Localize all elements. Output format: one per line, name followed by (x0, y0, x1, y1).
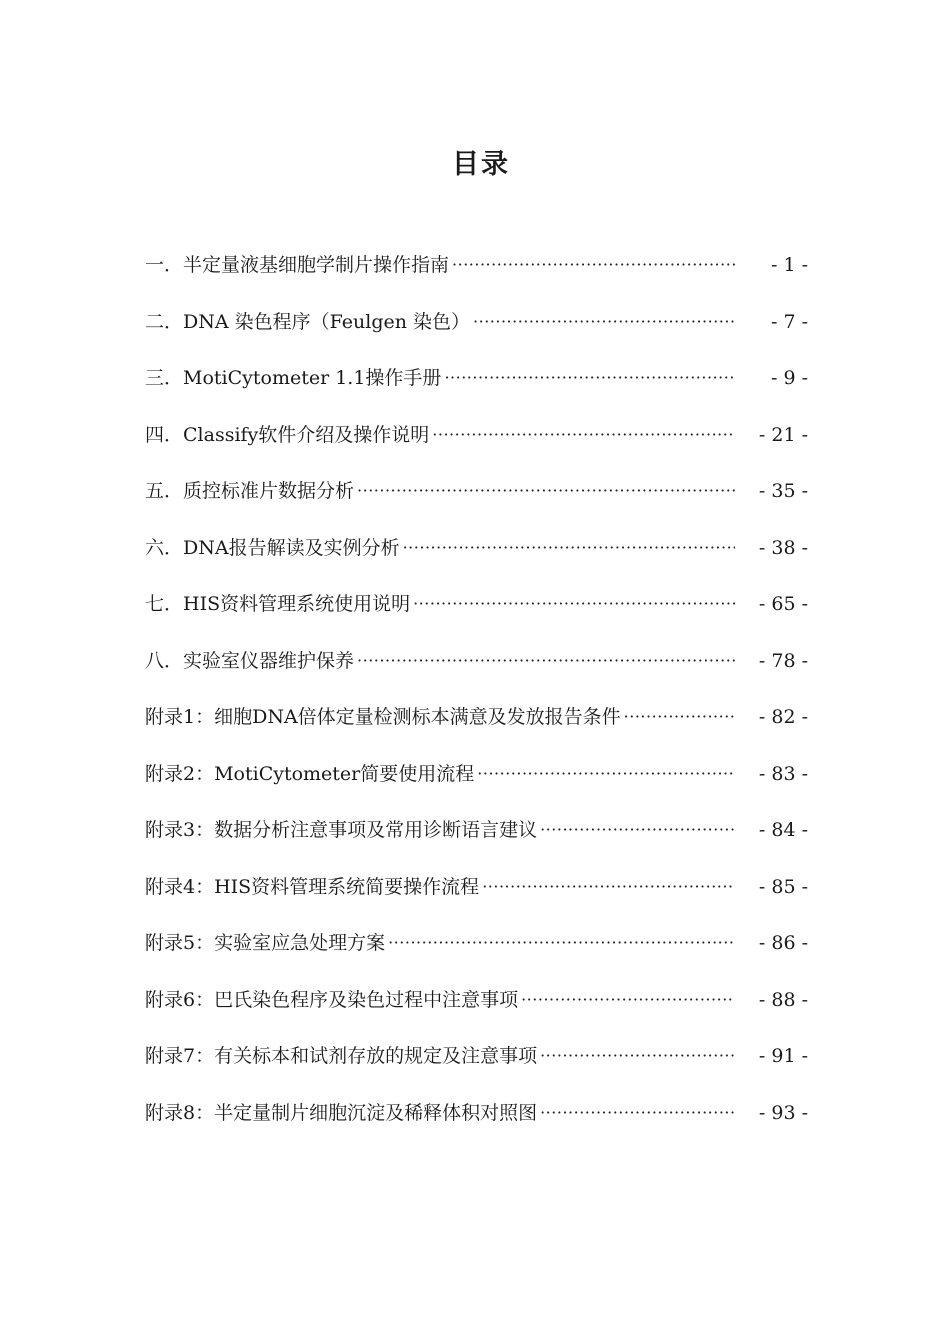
toc-entry[interactable] (145, 642, 808, 699)
toc-entry-page: - 9 - (770, 367, 808, 389)
toc-entry-title: 附录3：数据分析注意事项及常用诊断语言建议 (145, 819, 538, 841)
toc-entry-page: - 91 - (758, 1045, 808, 1067)
toc-entry-title: 附录8：半定量制片细胞沉淀及稀释体积对照图 (145, 1101, 538, 1124)
toc-dot-leader (540, 1037, 735, 1075)
toc-entry[interactable] (145, 585, 808, 642)
toc-entry-page: - 38 - (758, 536, 808, 559)
toc-entry-title: 一．半定量液基细胞学制片操作指南 (145, 254, 450, 276)
toc-dot-leader (540, 811, 735, 849)
toc-entry-title: 附录6：巴氏染色程序及染色过程中注意事项 (145, 988, 519, 1011)
toc-entry[interactable] (145, 755, 808, 812)
toc-entry-title: 附录1：细胞DNA倍体定量检测标本满意及发放报告条件 (145, 706, 621, 728)
toc-list (145, 246, 808, 1150)
toc-entry-title: 四．Classify软件介绍及操作说明 (145, 423, 430, 446)
toc-entry[interactable] (145, 981, 808, 1038)
toc-entry-page: - 65 - (758, 593, 808, 615)
toc-entry-page: - 93 - (758, 1101, 808, 1124)
toc-entry[interactable] (145, 529, 808, 586)
toc-entry-page: - 21 - (758, 423, 808, 446)
toc-entry[interactable] (145, 868, 808, 925)
toc-dot-leader (413, 585, 735, 623)
toc-entry[interactable] (145, 472, 808, 529)
toc-entry-page: - 86 - (758, 932, 808, 954)
toc-dot-leader (540, 1094, 735, 1132)
toc-entry[interactable] (145, 1094, 808, 1151)
toc-entry-page: - 83 - (758, 762, 808, 785)
toc-dot-leader (473, 303, 735, 341)
toc-dot-leader (477, 755, 735, 793)
toc-dot-leader (357, 642, 735, 680)
toc-entry-title: 二．DNA 染色程序（Feulgen 染色） (145, 310, 471, 333)
toc-dot-leader (624, 698, 735, 736)
toc-entry-title: 附录5：实验室应急处理方案 (145, 932, 386, 954)
toc-entry[interactable] (145, 416, 808, 473)
toc-entry-title: 附录7：有关标本和试剂存放的规定及注意事项 (145, 1045, 538, 1067)
toc-entry-page: - 85 - (758, 875, 808, 898)
toc-entry[interactable] (145, 359, 808, 416)
toc-dot-leader (432, 416, 735, 454)
toc-entry[interactable] (145, 303, 808, 360)
toc-entry-page: - 88 - (758, 988, 808, 1011)
toc-entry-title: 附录4：HIS资料管理系统简要操作流程 (145, 875, 480, 898)
toc-entry-page: - 1 - (770, 254, 808, 276)
toc-entry-page: - 84 - (758, 819, 808, 841)
toc-dot-leader (482, 868, 735, 906)
toc-entry-page: - 82 - (758, 706, 808, 728)
toc-entry-title: 八．实验室仪器维护保养 (145, 649, 355, 672)
toc-entry-page: - 7 - (770, 310, 808, 333)
toc-entry-title: 七．HIS资料管理系统使用说明 (145, 593, 411, 615)
toc-heading: 目录 (452, 149, 510, 180)
toc-entry-page: - 78 - (758, 649, 808, 672)
toc-entry[interactable] (145, 1037, 808, 1094)
toc-entry-title: 三．MotiCytometer 1.1操作手册 (145, 367, 442, 389)
toc-dot-leader (357, 472, 735, 510)
toc-entry-page: - 35 - (758, 480, 808, 502)
toc-dot-leader (444, 359, 735, 397)
toc-entry-title: 附录2：MotiCytometer简要使用流程 (145, 762, 475, 785)
toc-entry[interactable] (145, 698, 808, 755)
toc-dot-leader (388, 924, 735, 962)
toc-entry-title: 五．质控标准片数据分析 (145, 480, 355, 502)
toc-entry[interactable] (145, 811, 808, 868)
toc-dot-leader (403, 529, 735, 567)
toc-entry[interactable] (145, 924, 808, 981)
toc-entry-title: 六．DNA报告解读及实例分析 (145, 536, 400, 559)
toc-entry[interactable] (145, 246, 808, 303)
toc-dot-leader (452, 246, 735, 284)
toc-dot-leader (521, 981, 735, 1019)
